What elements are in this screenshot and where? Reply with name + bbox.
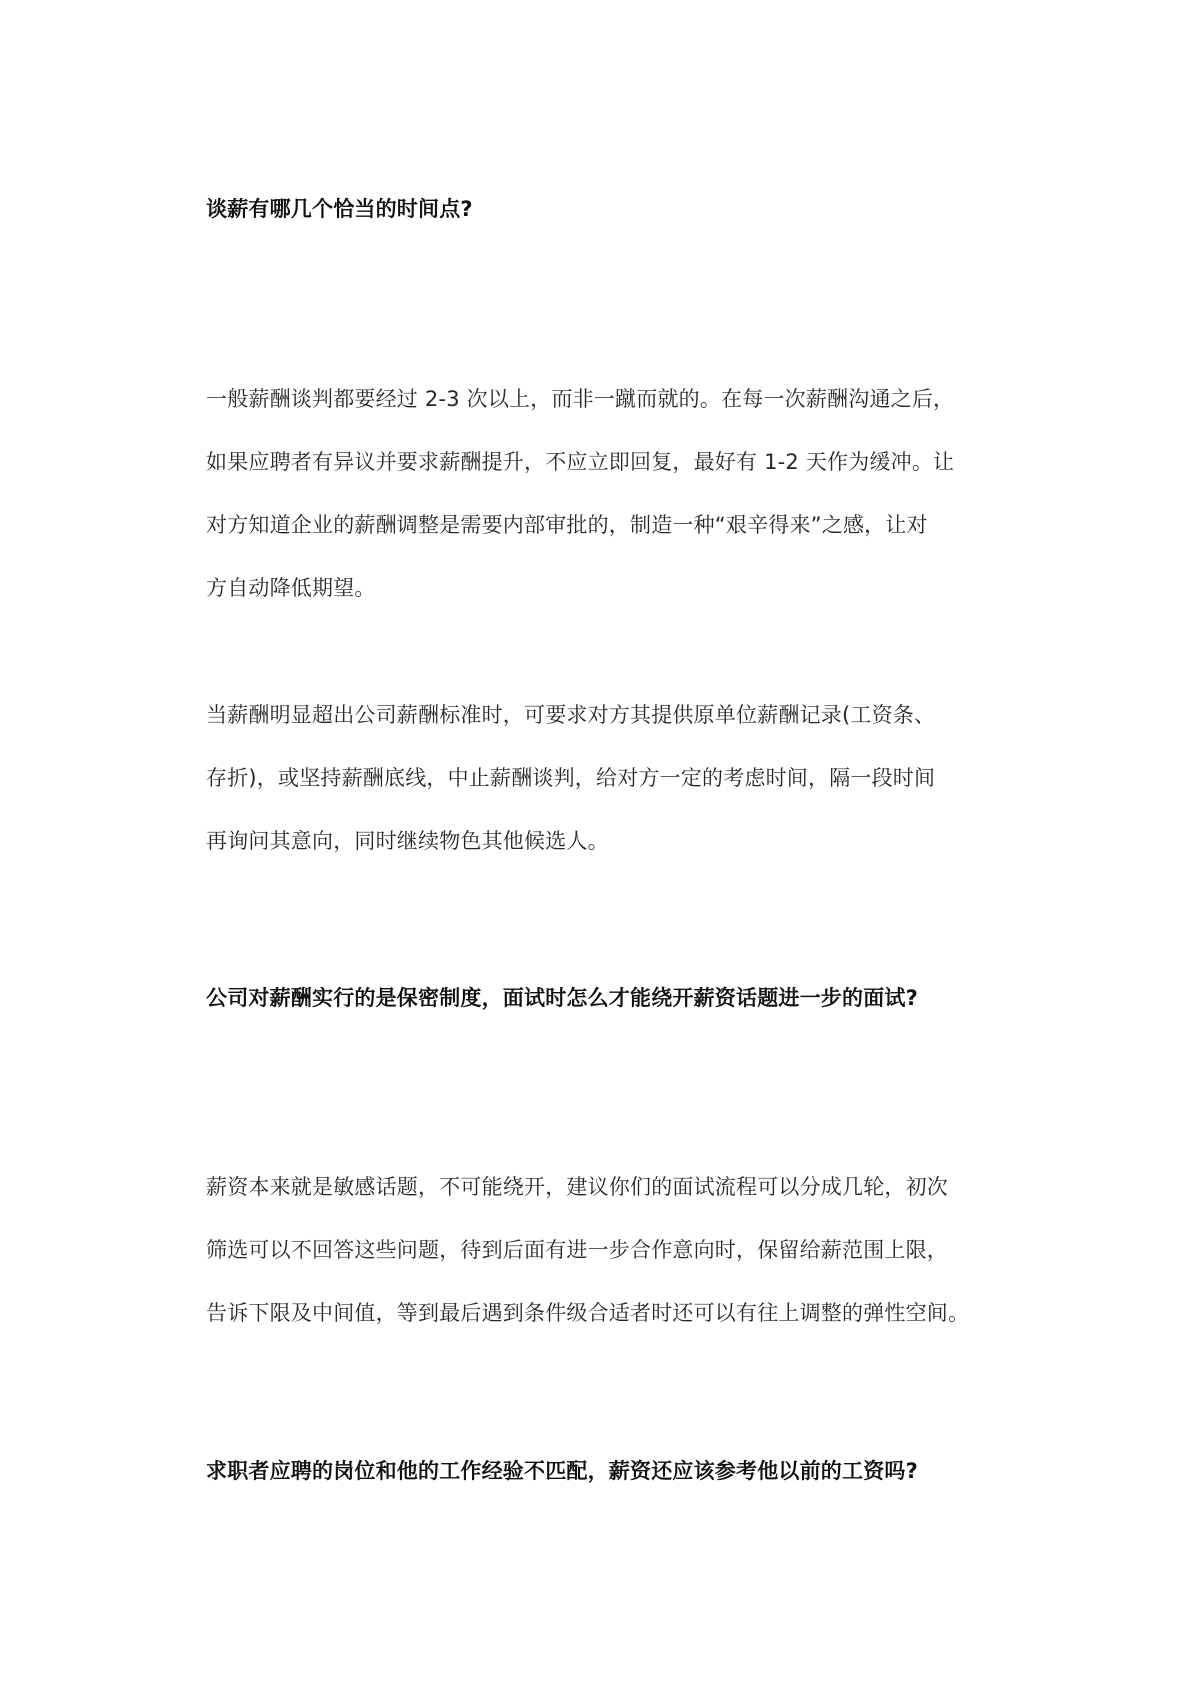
paragraph-line: 告诉下限及中间值，等到最后遇到条件级合适者时还可以有往上调整的弹性空间。 (206, 1301, 970, 1325)
heading-experience-mismatch: 求职者应聘的岗位和他的工作经验不匹配，薪资还应该参考他以前的工资吗? (206, 1459, 918, 1483)
paragraph-line: 再询问其意向，同时继续物色其他候选人。 (206, 829, 609, 853)
paragraph-line: 存折)，或坚持薪酬底线，中止薪酬谈判，给对方一定的考虑时间，隔一段时间 (206, 766, 936, 790)
paragraph-line: 一般薪酬谈判都要经过 2-3 次以上，而非一蹴而就的。在每一次薪酬沟通之后， (206, 387, 955, 411)
paragraph-line: 薪资本来就是敏感话题，不可能绕开，建议你们的面试流程可以分成几轮，初次 (206, 1175, 948, 1199)
paragraph-line: 筛选可以不回答这些问题，待到后面有进一步合作意向时，保留给薪范围上限， (206, 1238, 948, 1262)
heading-confidentiality: 公司对薪酬实行的是保密制度，面试时怎么才能绕开薪资话题进一步的面试? (206, 986, 918, 1010)
paragraph-line: 对方知道企业的薪酬调整是需要内部审批的，制造一种“艰辛得来”之感，让对 (206, 513, 928, 537)
heading-timing: 谈薪有哪几个恰当的时间点? (206, 197, 473, 221)
paragraph-line: 当薪酬明显超出公司薪酬标准时，可要求对方其提供原单位薪酬记录(工资条、 (206, 703, 936, 727)
paragraph-line: 方自动降低期望。 (206, 576, 376, 600)
paragraph-line: 如果应聘者有异议并要求薪酬提升，不应立即回复，最好有 1-2 天作为缓冲。让 (206, 450, 955, 474)
